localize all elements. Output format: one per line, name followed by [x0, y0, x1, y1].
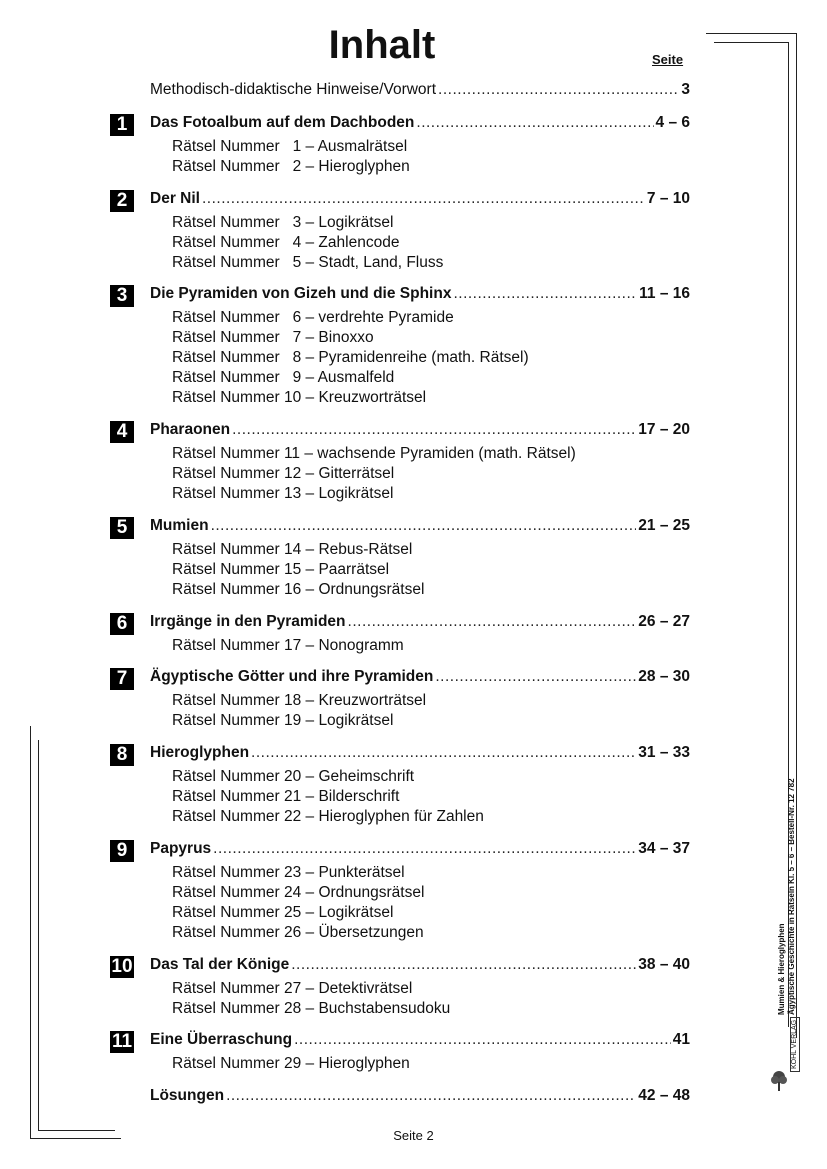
- toc-entry-label: Methodisch-didaktische Hinweise/Vorwort: [150, 81, 437, 98]
- chapter-pages: 41: [672, 1031, 690, 1048]
- chapter-number-badge: 11: [111, 1031, 133, 1052]
- toc-chapter-entry[interactable]: [150, 516, 690, 536]
- puzzle-list-item[interactable]: Rätsel Nummer 14 – Rebus-Rätsel: [172, 541, 413, 558]
- chapter-title: Das Fotoalbum auf dem Dachboden: [150, 114, 415, 131]
- chapter-title: Papyrus: [150, 840, 212, 857]
- puzzle-list-item[interactable]: Rätsel Nummer 9 – Ausmalfeld: [172, 369, 395, 386]
- puzzle-list-item[interactable]: Rätsel Nummer 4 – Zahlencode: [172, 234, 400, 251]
- puzzle-list-item[interactable]: Rätsel Nummer 21 – Bilderschrift: [172, 788, 400, 805]
- puzzle-list-item[interactable]: Rätsel Nummer 26 – Übersetzungen: [172, 924, 424, 941]
- leader-dots: [202, 189, 645, 209]
- puzzle-list-item[interactable]: Rätsel Nummer 8 – Pyramidenreihe (math. Rätsel): [172, 349, 529, 366]
- toc-chapter-entry[interactable]: [150, 955, 690, 975]
- chapter-pages: 34 – 37: [638, 840, 690, 857]
- leader-dots: [438, 80, 679, 100]
- puzzle-list-item[interactable]: Rätsel Nummer 16 – Ordnungsrätsel: [172, 581, 425, 598]
- toc-chapter-entry[interactable]: [150, 113, 690, 133]
- toc-intro-entry[interactable]: [150, 80, 690, 100]
- publisher-logo-text: KOHL VERLAG: [790, 1017, 800, 1072]
- leader-dots: [294, 1030, 671, 1050]
- puzzle-list-item[interactable]: Rätsel Nummer 11 – wachsende Pyramiden (math. Rätsel): [172, 445, 576, 462]
- leader-dots: [435, 667, 636, 687]
- chapter-title: Eine Überraschung: [150, 1031, 293, 1048]
- puzzle-list-item[interactable]: Rätsel Nummer 2 – Hieroglyphen: [172, 158, 410, 175]
- page-title: Inhalt: [328, 23, 436, 67]
- chapter-number-badge: 10: [111, 956, 133, 977]
- chapter-title: Der Nil: [150, 190, 200, 207]
- puzzle-list-item[interactable]: Rätsel Nummer 25 – Logikrätsel: [172, 904, 394, 921]
- toc-chapter-entry[interactable]: [150, 420, 690, 440]
- chapter-number-badge: 3: [110, 285, 134, 307]
- leader-dots: [226, 1086, 636, 1106]
- chapter-pages: 7 – 10: [646, 190, 690, 207]
- solutions-pages: 42 – 48: [638, 1087, 690, 1104]
- seite-column-header: Seite: [652, 52, 684, 67]
- puzzle-list-item[interactable]: Rätsel Nummer 13 – Logikrätsel: [172, 485, 394, 502]
- toc-chapter-entry[interactable]: [150, 189, 690, 209]
- toc-chapter-entry[interactable]: [150, 1030, 690, 1050]
- chapter-pages: 11 – 16: [639, 285, 690, 302]
- page-number-footer: Seite 2: [393, 1128, 434, 1143]
- leader-dots: [416, 113, 653, 133]
- chapter-pages: 28 – 30: [638, 668, 690, 685]
- side-imprint-title: Mumien & Hieroglyphen: [777, 923, 786, 1015]
- chapter-title: Pharaonen: [150, 421, 231, 438]
- toc-chapter-entry[interactable]: [150, 612, 690, 632]
- toc-chapter-entry[interactable]: [150, 743, 690, 763]
- puzzle-list-item[interactable]: Rätsel Nummer 6 – verdrehte Pyramide: [172, 309, 454, 326]
- chapter-number-badge: 2: [110, 190, 134, 212]
- chapter-pages: 4 – 6: [655, 114, 690, 131]
- leader-dots: [211, 516, 637, 536]
- puzzle-list-item[interactable]: Rätsel Nummer 20 – Geheimschrift: [172, 768, 415, 785]
- puzzle-list-item[interactable]: Rätsel Nummer 1 – Ausmalrätsel: [172, 138, 408, 155]
- puzzle-list-item[interactable]: Rätsel Nummer 5 – Stadt, Land, Fluss: [172, 254, 444, 271]
- leader-dots: [291, 955, 636, 975]
- puzzle-list-item[interactable]: Rätsel Nummer 3 – Logikrätsel: [172, 214, 394, 231]
- puzzle-list-item[interactable]: Rätsel Nummer 19 – Logikrätsel: [172, 712, 394, 729]
- chapter-pages: 31 – 33: [638, 744, 690, 761]
- chapter-number-badge: 1: [110, 114, 134, 136]
- puzzle-list-item[interactable]: Rätsel Nummer 17 – Nonogramm: [172, 637, 404, 654]
- leader-dots: [232, 420, 636, 440]
- puzzle-list-item[interactable]: Rätsel Nummer 28 – Buchstabensudoku: [172, 1000, 451, 1017]
- toc-solutions-entry[interactable]: [150, 1086, 690, 1106]
- chapter-title: Ägyptische Götter und ihre Pyramiden: [150, 668, 434, 685]
- puzzle-list-item[interactable]: Rätsel Nummer 29 – Hieroglyphen: [172, 1055, 410, 1072]
- leader-dots: [251, 743, 636, 763]
- chapter-title: Hieroglyphen: [150, 744, 250, 761]
- chapter-pages: 17 – 20: [638, 421, 690, 438]
- chapter-number-badge: 4: [110, 421, 134, 443]
- toc-chapter-entry[interactable]: [150, 839, 690, 859]
- chapter-title: Mumien: [150, 517, 209, 534]
- puzzle-list-item[interactable]: Rätsel Nummer 18 – Kreuzworträtsel: [172, 692, 427, 709]
- leader-dots: [453, 284, 637, 304]
- chapter-title: Irrgänge in den Pyramiden: [150, 613, 346, 630]
- tree-logo-icon: [770, 1070, 788, 1092]
- puzzle-list-item[interactable]: Rätsel Nummer 22 – Hieroglyphen für Zahlen: [172, 808, 484, 825]
- chapter-pages: 21 – 25: [638, 517, 690, 534]
- toc-chapter-entry[interactable]: [150, 284, 690, 304]
- leader-dots: [213, 839, 636, 859]
- puzzle-list-item[interactable]: Rätsel Nummer 23 – Punkterätsel: [172, 864, 405, 881]
- toc-chapter-entry[interactable]: [150, 667, 690, 687]
- chapter-number-badge: 5: [110, 517, 134, 539]
- puzzle-list-item[interactable]: Rätsel Nummer 24 – Ordnungsrätsel: [172, 884, 425, 901]
- chapter-title: Die Pyramiden von Gizeh und die Sphinx: [150, 285, 452, 302]
- solutions-label: Lösungen: [150, 1087, 225, 1104]
- toc-entry-pages: 3: [681, 81, 690, 98]
- chapter-number-badge: 7: [110, 668, 134, 690]
- chapter-pages: 38 – 40: [638, 956, 690, 973]
- puzzle-list-item[interactable]: Rätsel Nummer 7 – Binoxxo: [172, 329, 374, 346]
- puzzle-list-item[interactable]: Rätsel Nummer 10 – Kreuzworträtsel: [172, 389, 427, 406]
- chapter-title: Das Tal der Könige: [150, 956, 290, 973]
- puzzle-list-item[interactable]: Rätsel Nummer 15 – Paarrätsel: [172, 561, 390, 578]
- chapter-pages: 26 – 27: [638, 613, 690, 630]
- puzzle-list-item[interactable]: Rätsel Nummer 12 – Gitterrätsel: [172, 465, 395, 482]
- chapter-number-badge: 8: [110, 744, 134, 766]
- side-imprint: [777, 778, 797, 1015]
- side-imprint-subtitle: Ägyptische Geschichte in Rätseln Kl. 5 – 6 – Bestell-Nr. 12 782: [787, 778, 796, 1015]
- puzzle-list-item[interactable]: Rätsel Nummer 27 – Detektivrätsel: [172, 980, 413, 997]
- leader-dots: [348, 612, 637, 632]
- chapter-number-badge: 9: [110, 840, 134, 862]
- chapter-number-badge: 6: [110, 613, 134, 635]
